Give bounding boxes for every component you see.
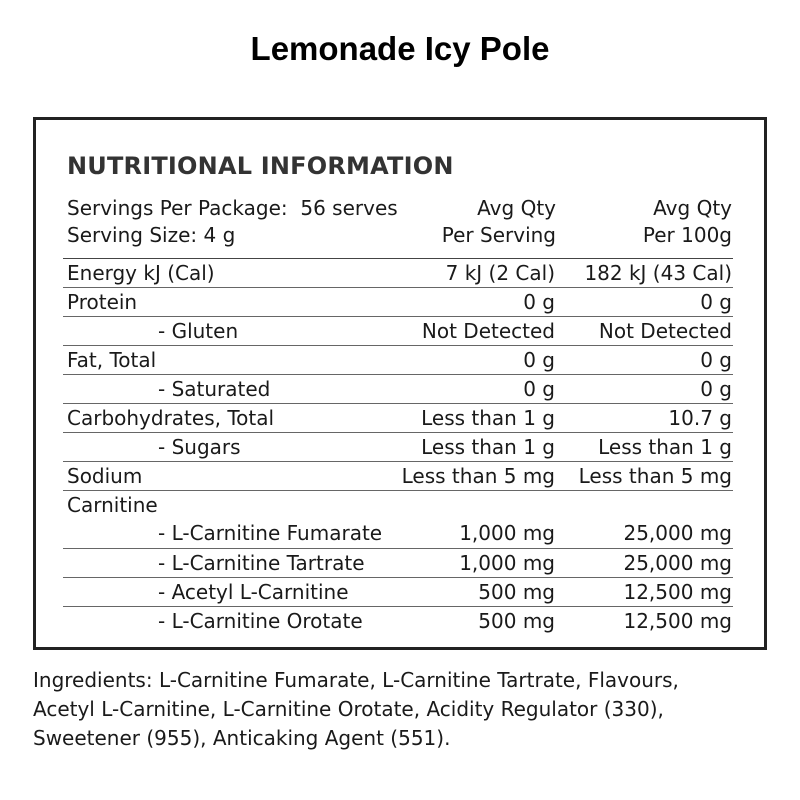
table-row (63, 577, 733, 606)
table-row (63, 258, 733, 287)
per-serving-value: Not Detected (421, 319, 555, 343)
row-label: - L-Carnitine Orotate (158, 609, 363, 633)
row-label: - L-Carnitine Fumarate (158, 521, 383, 545)
per-serving-value: 0 g (523, 377, 555, 401)
row-label: Carbohydrates, Total (67, 406, 275, 430)
per-serving-value: 0 g (523, 348, 555, 372)
panel-heading: NUTRITIONAL INFORMATION (67, 152, 454, 180)
ingredients-line: Ingredients: L-Carnitine Fumarate, L-Carnitine Tartrate, Flavours, (33, 668, 679, 692)
column-header-line: Per Serving (441, 223, 556, 247)
table-row (63, 461, 733, 490)
per-100g-value: Less than 5 mg (578, 464, 732, 488)
table-row (63, 374, 733, 403)
ingredients-text (33, 666, 773, 753)
column-header-line: Per 100g (642, 223, 732, 247)
per-serving-value: 1,000 mg (459, 551, 555, 575)
nutrition-table (63, 258, 733, 635)
table-row (63, 606, 733, 635)
page-title: Lemonade Icy Pole (250, 30, 550, 67)
per-serving-value: Less than 5 mg (401, 464, 555, 488)
column-header-per-100g (532, 195, 732, 249)
ingredients-line: Sweetener (955), Anticaking Agent (551). (33, 726, 451, 750)
per-serving-value: 0 g (523, 290, 555, 314)
per-100g-value: 12,500 mg (623, 609, 732, 633)
row-label: Fat, Total (67, 348, 157, 372)
per-100g-value: 0 g (700, 290, 732, 314)
table-row (63, 287, 733, 316)
column-header-line: Avg Qty (653, 196, 732, 220)
ingredients-line: Acetyl L-Carnitine, L-Carnitine Orotate, Acidity Regulator (330), (33, 697, 664, 721)
nutrition-panel (33, 117, 767, 650)
table-row (63, 548, 733, 577)
row-label: - Sugars (158, 435, 241, 459)
row-label: - Acetyl L-Carnitine (158, 580, 349, 604)
per-100g-value: Not Detected (598, 319, 732, 343)
row-label: - Saturated (158, 377, 271, 401)
per-100g-value: 182 kJ (43 Cal) (584, 261, 732, 285)
per-100g-value: 25,000 mg (623, 551, 732, 575)
row-label: - L-Carnitine Tartrate (158, 551, 365, 575)
table-row (63, 432, 733, 461)
column-header-per-serving (356, 195, 556, 249)
table-row (63, 519, 733, 548)
per-serving-value: Less than 1 g (421, 406, 555, 430)
per-100g-value: 25,000 mg (623, 521, 732, 545)
per-100g-value: 0 g (700, 377, 732, 401)
per-serving-value: 1,000 mg (459, 521, 555, 545)
per-serving-value: 500 mg (478, 609, 555, 633)
per-100g-value: Less than 1 g (598, 435, 732, 459)
serving-info (67, 195, 398, 249)
per-serving-value: 7 kJ (2 Cal) (445, 261, 555, 285)
column-header-line: Avg Qty (477, 196, 556, 220)
per-serving-value: Less than 1 g (421, 435, 555, 459)
row-label: - Gluten (158, 319, 239, 343)
row-label: Sodium (67, 464, 143, 488)
table-row (63, 316, 733, 345)
per-100g-value: 0 g (700, 348, 732, 372)
row-label: Energy kJ (Cal) (67, 261, 215, 285)
per-serving-value: 500 mg (478, 580, 555, 604)
row-label: Protein (67, 290, 138, 314)
row-label: Carnitine (67, 493, 158, 517)
servings-per-package: Servings Per Package: 56 serves (67, 196, 398, 220)
table-row (63, 403, 733, 432)
per-100g-value: 12,500 mg (623, 580, 732, 604)
per-100g-value: 10.7 g (668, 406, 732, 430)
serving-size: Serving Size: 4 g (67, 223, 236, 247)
table-row (63, 345, 733, 374)
table-row (63, 490, 733, 519)
